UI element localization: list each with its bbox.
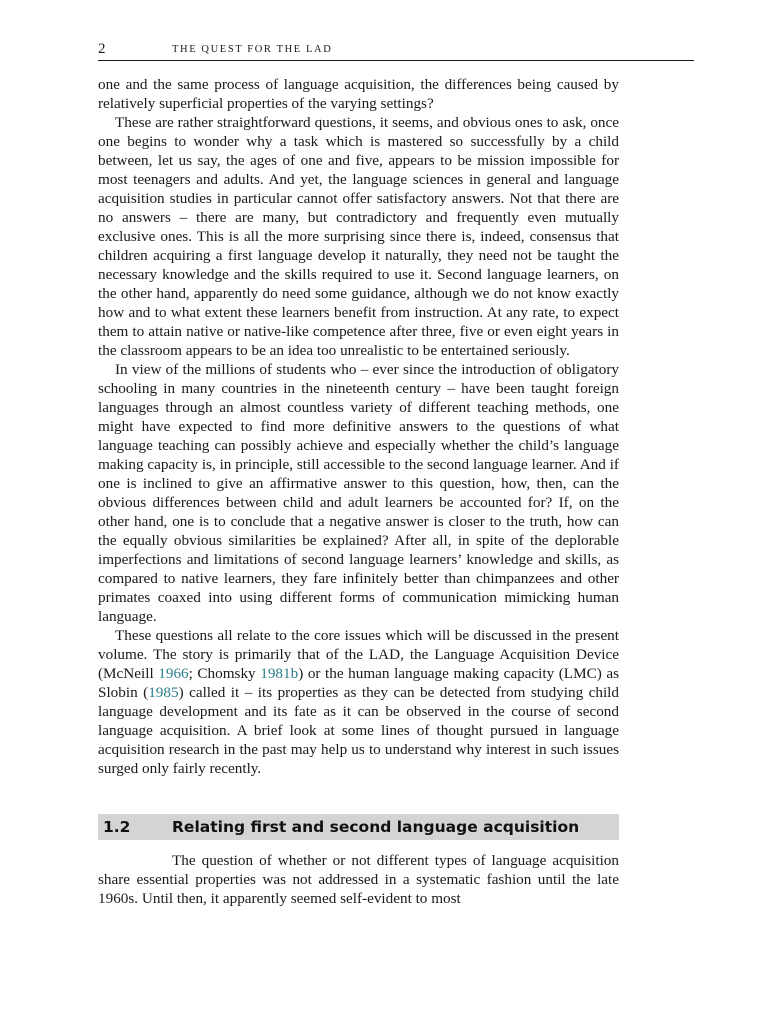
paragraph: These are rather straightforward questions, it seems, and obvious ones to ask, once one begins to wonder why a task which is mastered so successfully by a child between, let us say, the ages of one and five, appears to be mission impossible for most teenagers and adults. And yet, the language sciences in general and language acquisition studies in particular cannot offer satisfactory answers. Not that there are no answers – there are many, but contradictory and frequently even mutually exclusive ones. This is all the more surprising since there is, indeed, consensus that children acquiring a first language develop it naturally, they need not be taught the necessary knowledge and the skills required to use it. Second language learners, on the other hand, apparently do need some guidance, although we do not know exactly how and to what extent these learners benefit from instruction. At any rate, to expect them to attain native or native-like competence after three, five or even eight years in the classroom appears to be an idea too unrealistic to be entertained seriously. [98,114,619,359]
paragraph: The question of whether or not different types of language acquisition share essential properties was not addressed in a systematic fashion until the late 1960s. Until then, it apparently seemed self-evident to most [98,852,619,907]
paragraph-text: These questions all relate to the core issues which will be discussed in the present volume. The story is primarily that of the LAD, the Language Acquisition Device (McNeill [98,627,619,682]
paragraph-with-citations [98,626,619,778]
section-title: Relating first and second language acquisition [172,818,580,836]
section-heading [98,814,619,840]
citation-link-slobin-1985[interactable]: 1985 [148,684,179,701]
running-title: THE QUEST FOR THE LAD [172,44,333,55]
body-text [98,75,619,778]
paragraph-continued: one and the same process of language acquisition, the differences being caused by relatively superficial properties of the varying settings? [98,76,619,112]
page-number: 2 [98,41,106,57]
paragraph-text: ; Chomsky [188,665,261,682]
paragraph-text: ) or the human language making capacity (LMC) as Slobin ( [98,665,619,701]
running-head [98,40,694,61]
citation-link-chomsky-1981b[interactable]: 1981b [260,665,299,682]
citation-link-mcneill-1966[interactable]: 1966 [158,665,189,682]
paragraph-text: ) called it – its properties as they can be detected from studying child language development and its fate as it can be observed in the course of second language acquisition. A brief look at some lines of thought pursued in language acquisition research in the past may help us to understand why interest in such issues surged only fairly recently. [98,684,619,777]
paragraph: In view of the millions of students who – ever since the introduction of obligatory schooling in many countries in the nineteenth century – have been taught foreign languages through an almost countless variety of different teaching methods, one might have expected to find more definitive answers to the questions of what language teaching can possibly achieve and especially whether the child’s language making capacity is, in principle, still accessible to the second language learner. And if one is inclined to give an affirmative answer to this question, how, then, can the obvious differences between child and adult learners be accounted for? If, on the other hand, one is to conclude that a negative answer is closer to the truth, how can the equally obvious similarities be explained? After all, in spite of the deplorable imperfections and limitations of second language learners’ knowledge and skills, as compared to native learners, they fare infinitely better than chimpanzees and other primates coaxed into using different forms of communication mimicking human language. [98,361,619,625]
section-number: 1.2 [103,818,131,836]
section-text [98,851,619,908]
